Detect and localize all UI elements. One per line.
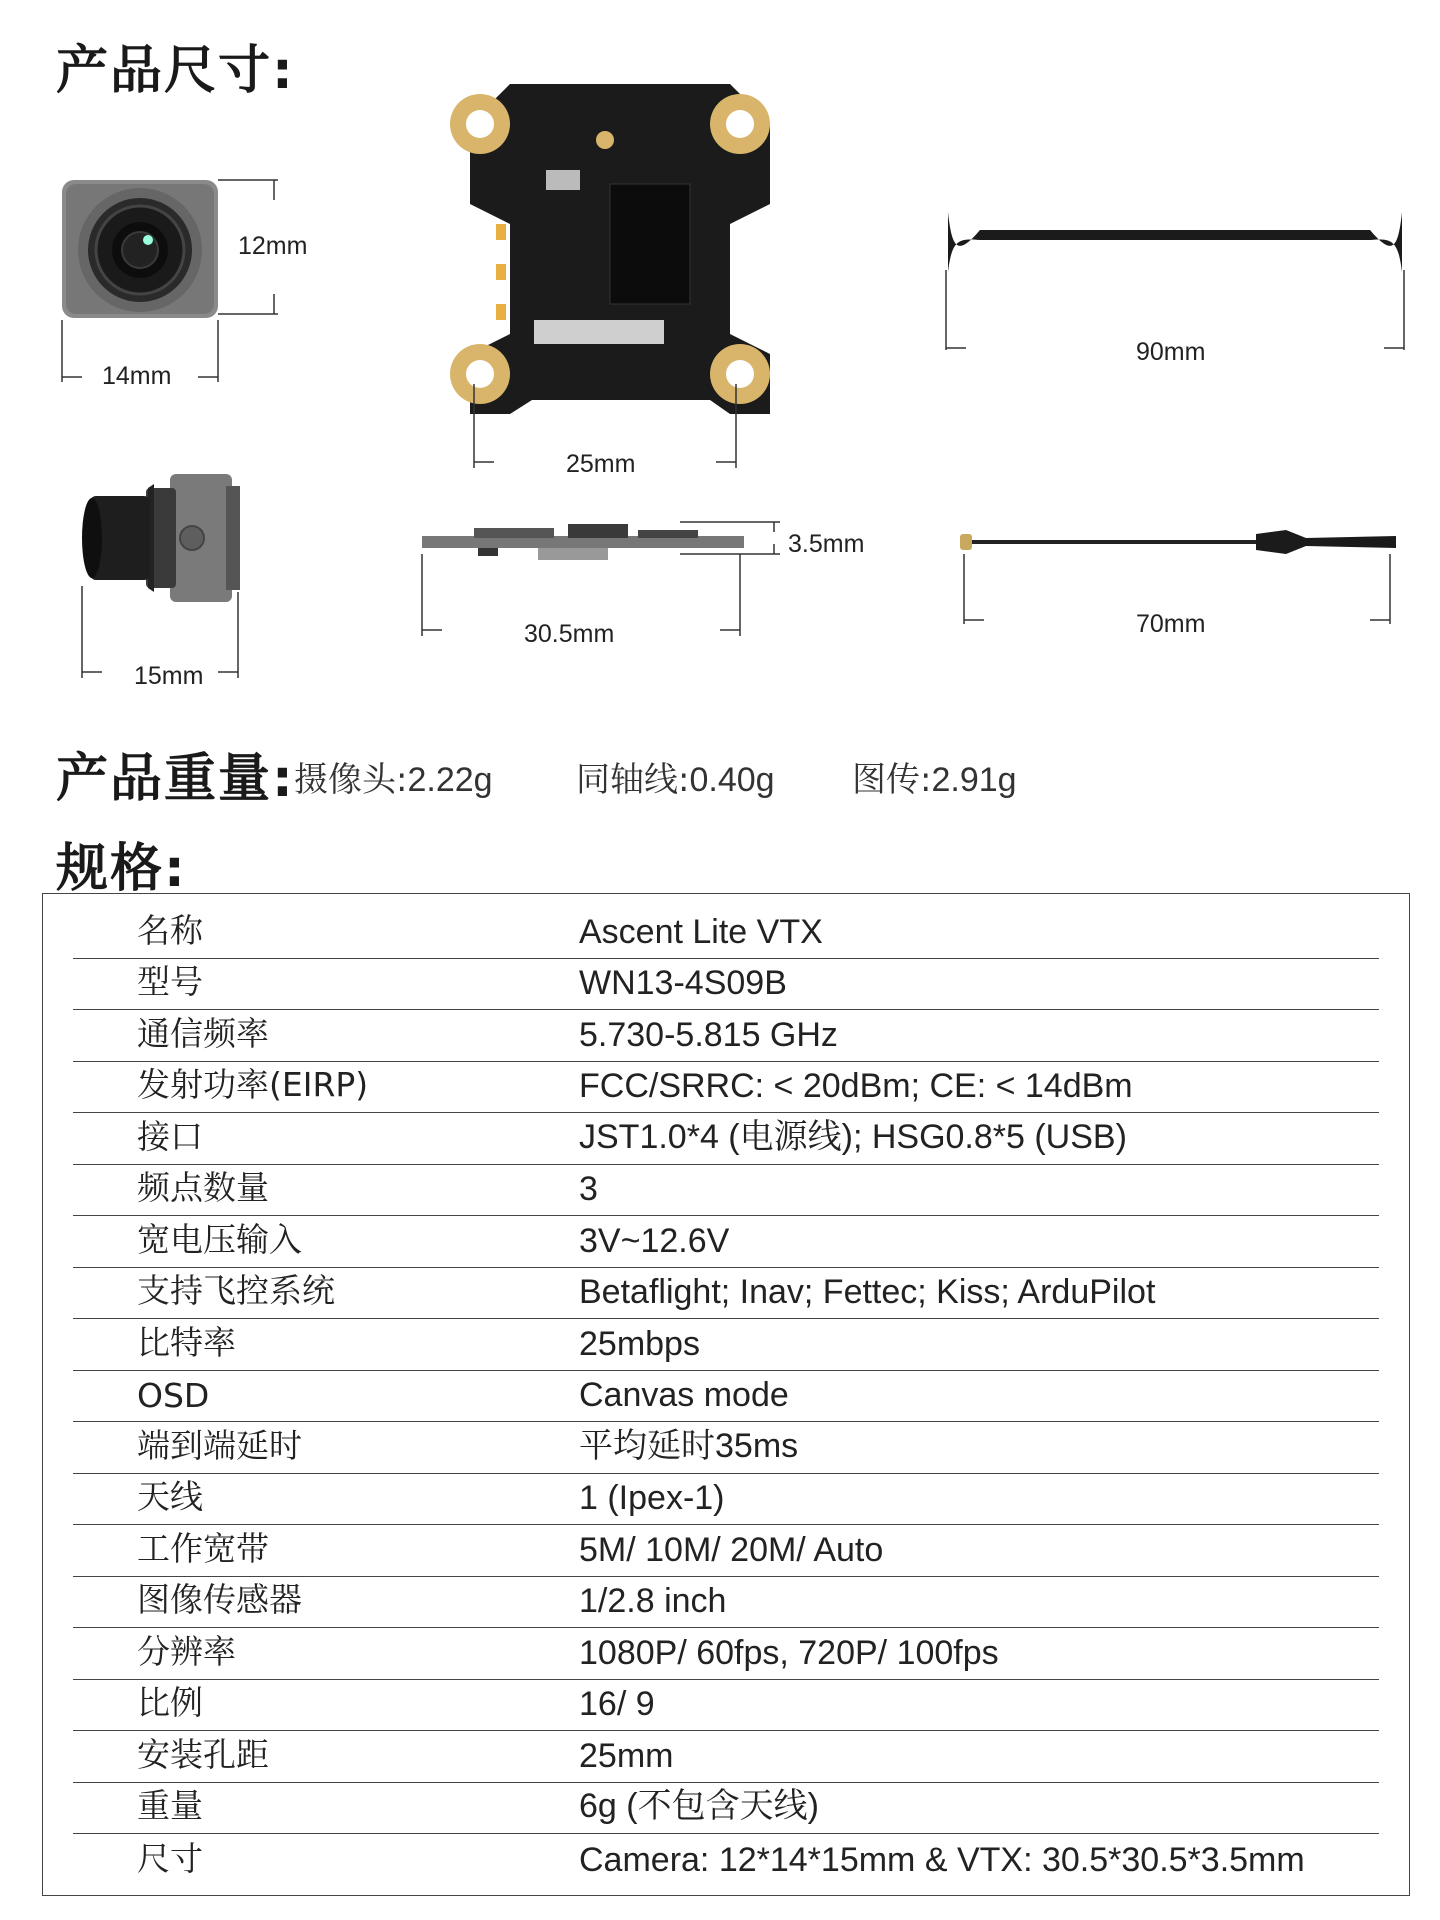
antenna-length-label: 90mm [1136, 338, 1206, 366]
spec-value: 平均延时35ms [579, 1426, 799, 1465]
vtx-side-height-label: 3.5mm [788, 530, 865, 558]
spec-row [73, 1474, 1379, 1526]
spec-key: 图像传感器 [137, 1580, 302, 1619]
vtx-top-width-label: 25mm [566, 450, 636, 478]
spec-key: 接口 [137, 1116, 203, 1156]
spec-row [73, 1834, 1379, 1886]
spec-row [73, 1113, 1379, 1165]
spec-table [42, 893, 1410, 1896]
dimensions-heading: 产品尺寸: [56, 41, 295, 101]
weight-coax-label: 同轴线: [576, 760, 690, 800]
spec-row [73, 959, 1379, 1011]
spec-row [73, 1062, 1379, 1114]
camera-width-label: 14mm [102, 362, 172, 390]
weight-coax-value: 0.40g [689, 761, 775, 799]
vtx-side-width-label: 30.5mm [524, 620, 615, 648]
spec-value: FCC/SRRC: < 20dBm; CE: < 14dBm [579, 1067, 1133, 1105]
weight-coax [576, 752, 775, 801]
weight-camera-label: 摄像头: [294, 760, 408, 800]
spec-value: Betaflight; Inav; Fettec; Kiss; ArduPilot [579, 1273, 1156, 1311]
spec-value: 3 [579, 1170, 598, 1208]
specs-heading: 规格: [56, 839, 187, 899]
spec-row [73, 1216, 1379, 1268]
weight-vtx-value: 2.91g [931, 761, 1017, 799]
weight-heading: 产品重量: [56, 749, 295, 809]
spec-key: 支持飞控系统 [137, 1271, 335, 1310]
spec-key: OSD [137, 1376, 210, 1415]
spec-row [73, 1680, 1379, 1732]
spec-key: 频点数量 [137, 1168, 269, 1207]
spec-row [73, 1371, 1379, 1423]
spec-row [73, 1577, 1379, 1629]
spec-key: 发射功率(EIRP) [137, 1065, 369, 1104]
spec-value: 1080P/ 60fps, 720P/ 100fps [579, 1633, 999, 1672]
weight-camera [294, 752, 493, 801]
spec-key: 型号 [137, 962, 203, 1001]
spec-key: 重量 [137, 1786, 203, 1825]
spec-key: 名称 [137, 910, 203, 950]
spec-row [73, 1783, 1379, 1835]
spec-row [73, 1319, 1379, 1371]
spec-key: 宽电压输入 [137, 1219, 302, 1259]
weight-vtx-label: 图传: [852, 760, 932, 800]
spec-value: 3V~12.6V [579, 1221, 730, 1260]
spec-value: WN13-4S09B [579, 964, 787, 1002]
spec-value: 25mbps [579, 1324, 700, 1363]
spec-value: Ascent Lite VTX [579, 912, 823, 951]
spec-row [73, 1165, 1379, 1217]
camera-length-label: 15mm [134, 662, 204, 690]
spec-key: 安装孔距 [137, 1734, 269, 1774]
spec-row [73, 1010, 1379, 1062]
spec-row [73, 907, 1379, 959]
spec-key: 工作宽带 [137, 1528, 269, 1568]
spec-key: 比特率 [137, 1322, 236, 1362]
spec-key: 通信频率 [137, 1013, 269, 1053]
weight-camera-value: 2.22g [407, 761, 493, 799]
spec-key: 尺寸 [137, 1838, 203, 1878]
spec-value: JST1.0*4 (电源线); HSG0.8*5 (USB) [579, 1117, 1127, 1156]
spec-value: Canvas mode [579, 1376, 789, 1414]
spec-row [73, 1268, 1379, 1320]
weight-vtx [852, 752, 1017, 801]
antenna-figure [940, 200, 1410, 360]
spec-value: 5M/ 10M/ 20M/ Auto [579, 1530, 884, 1569]
spec-key: 分辨率 [137, 1631, 236, 1671]
spec-value: 6g (不包含天线) [579, 1787, 819, 1825]
spec-value: 1 (Ipex-1) [579, 1479, 725, 1517]
spec-value: 1/2.8 inch [579, 1582, 727, 1620]
spec-value: Camera: 12*14*15mm & VTX: 30.5*30.5*3.5mm [579, 1840, 1305, 1879]
spec-key: 天线 [137, 1477, 203, 1516]
spec-row [73, 1422, 1379, 1474]
camera-side-figure [76, 466, 276, 686]
spec-row [73, 1525, 1379, 1577]
vtx-top-figure [440, 84, 780, 478]
spec-value: 5.730-5.815 GHz [579, 1015, 838, 1054]
spec-row [73, 1731, 1379, 1783]
spec-value: 25mm [579, 1736, 674, 1775]
spec-key: 比例 [137, 1683, 203, 1722]
camera-height-label: 12mm [238, 232, 308, 260]
spec-row [73, 1628, 1379, 1680]
spec-value: 16/ 9 [579, 1685, 655, 1723]
camera-front-figure [56, 170, 316, 400]
spec-key: 端到端延时 [137, 1425, 302, 1465]
coax-length-label: 70mm [1136, 610, 1206, 638]
